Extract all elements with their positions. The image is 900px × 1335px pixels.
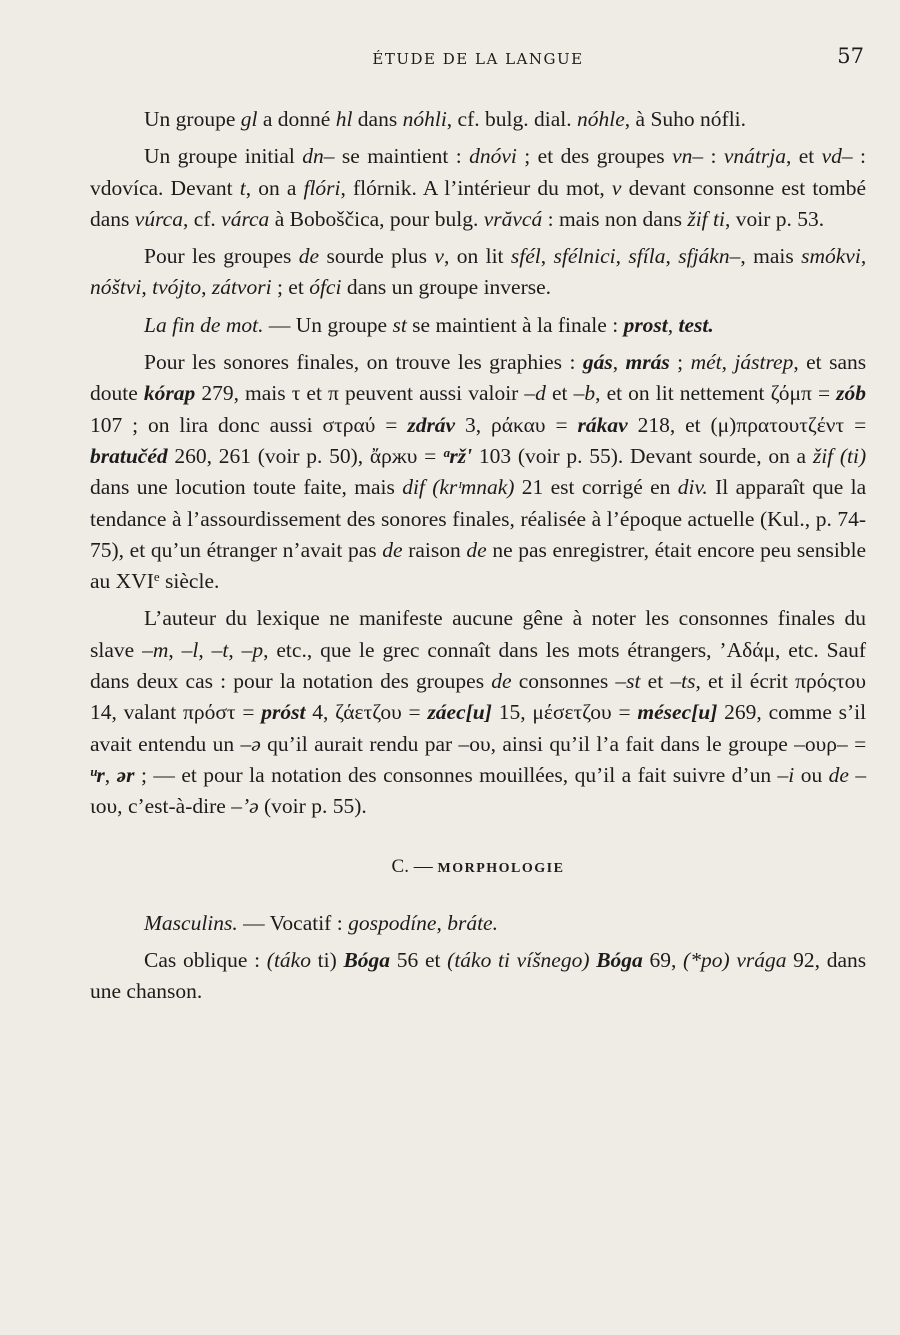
section-heading: [90, 851, 866, 884]
section-letter: C. —: [391, 855, 433, 877]
paragraph: Pour les groupes de sourde plus v, on lit sfél, sfélnici, sfíla, sfjákn–, mais smókvi, nóštvi, tvójto, zátvori ; et ófci dans un groupe inverse.: [90, 244, 867, 300]
paragraph: Un groupe gl a donné hl dans nóhli, cf. bulg. dial. nóhle, à Suho nófli.: [144, 107, 747, 131]
page-number: 57: [837, 44, 864, 68]
paragraph: Cas oblique : (táko ti) Bóga 56 et (táko ti víšnego) Bóga 69, (*po) vrága 92, dans une chanson.: [90, 948, 867, 1004]
page-header: [90, 44, 866, 74]
paragraph: Pour les sonores finales, on trouve les graphies : gás, mrás ; mét, jástrep, et sans doute kórap 279, mais τ et π peuvent aussi valoir –d et –b, et on lit nettement ζόμπ = zób 107 ; on lira donc aussi στραύ = zdráv 3, ράκαυ = rákav 218, et (μ)πρατουτζέντ = bratučéd 260, 261 (voir p. 50), ἄρжυ = ᵃrž' 103 (voir p. 55). Devant sourde, on a žif (ti) dans une locution toute faite, mais dif (krᶦmnak) 21 est corrigé en div. Il apparaît que la tendance à l’assourdissement des sonores finales, réalisée à l’époque actuelle (Kul., p. 74-75), et qu’un étranger n’avait pas de raison de ne pas enregistrer, était encore peu sensible au XVIe siècle.: [90, 350, 867, 594]
paragraph: La fin de mot. — Un groupe st se maintient à la finale : prost, test.: [144, 312, 714, 337]
paragraph: Masculins. — Vocatif : gospodíne, bráte.: [144, 910, 498, 935]
section-title: MORPHOLOGIE: [437, 860, 565, 876]
page-body: [90, 104, 866, 1008]
running-title: ÉTUDE DE LA LANGUE: [372, 50, 584, 68]
paragraph: Un groupe initial dn– se maintient : dnóvi ; et des groupes vn– : vnátrja, et vd– : vdovíca. Devant t, on a flóri, flórnik. A l’intérieur du mot, v devant consonne est tombé dans vúrca, cf. várca à Boboščica, pour bulg. vrăvcá : mais non dans žif ti, voir p. 53.: [90, 144, 867, 231]
paragraph: L’auteur du lexique ne manifeste aucune gêne à noter les consonnes finales du slave –m, –l, –t, –p, etc., que le grec connaît dans les mots étrangers, ’Αδάμ, etc. Sauf dans deux cas : pour la notation des groupes de consonnes –st et –ts, et il écrit πρόςτου 14, valant πρόστ = próst 4, ζάετζου = záec[u] 15, μέσετζου = mésec[u] 269, comme s’il avait entendu un –ə qu’il aurait rendu par –ου, ainsi qu’il l’a fait dans le groupe –ουρ– = ᵘr, ər ; — et pour la notation des consonnes mouillées, qu’il a fait suivre d’un –i ou de –ιου, c’est-à-dire –’ə (voir p. 55).: [90, 606, 867, 819]
